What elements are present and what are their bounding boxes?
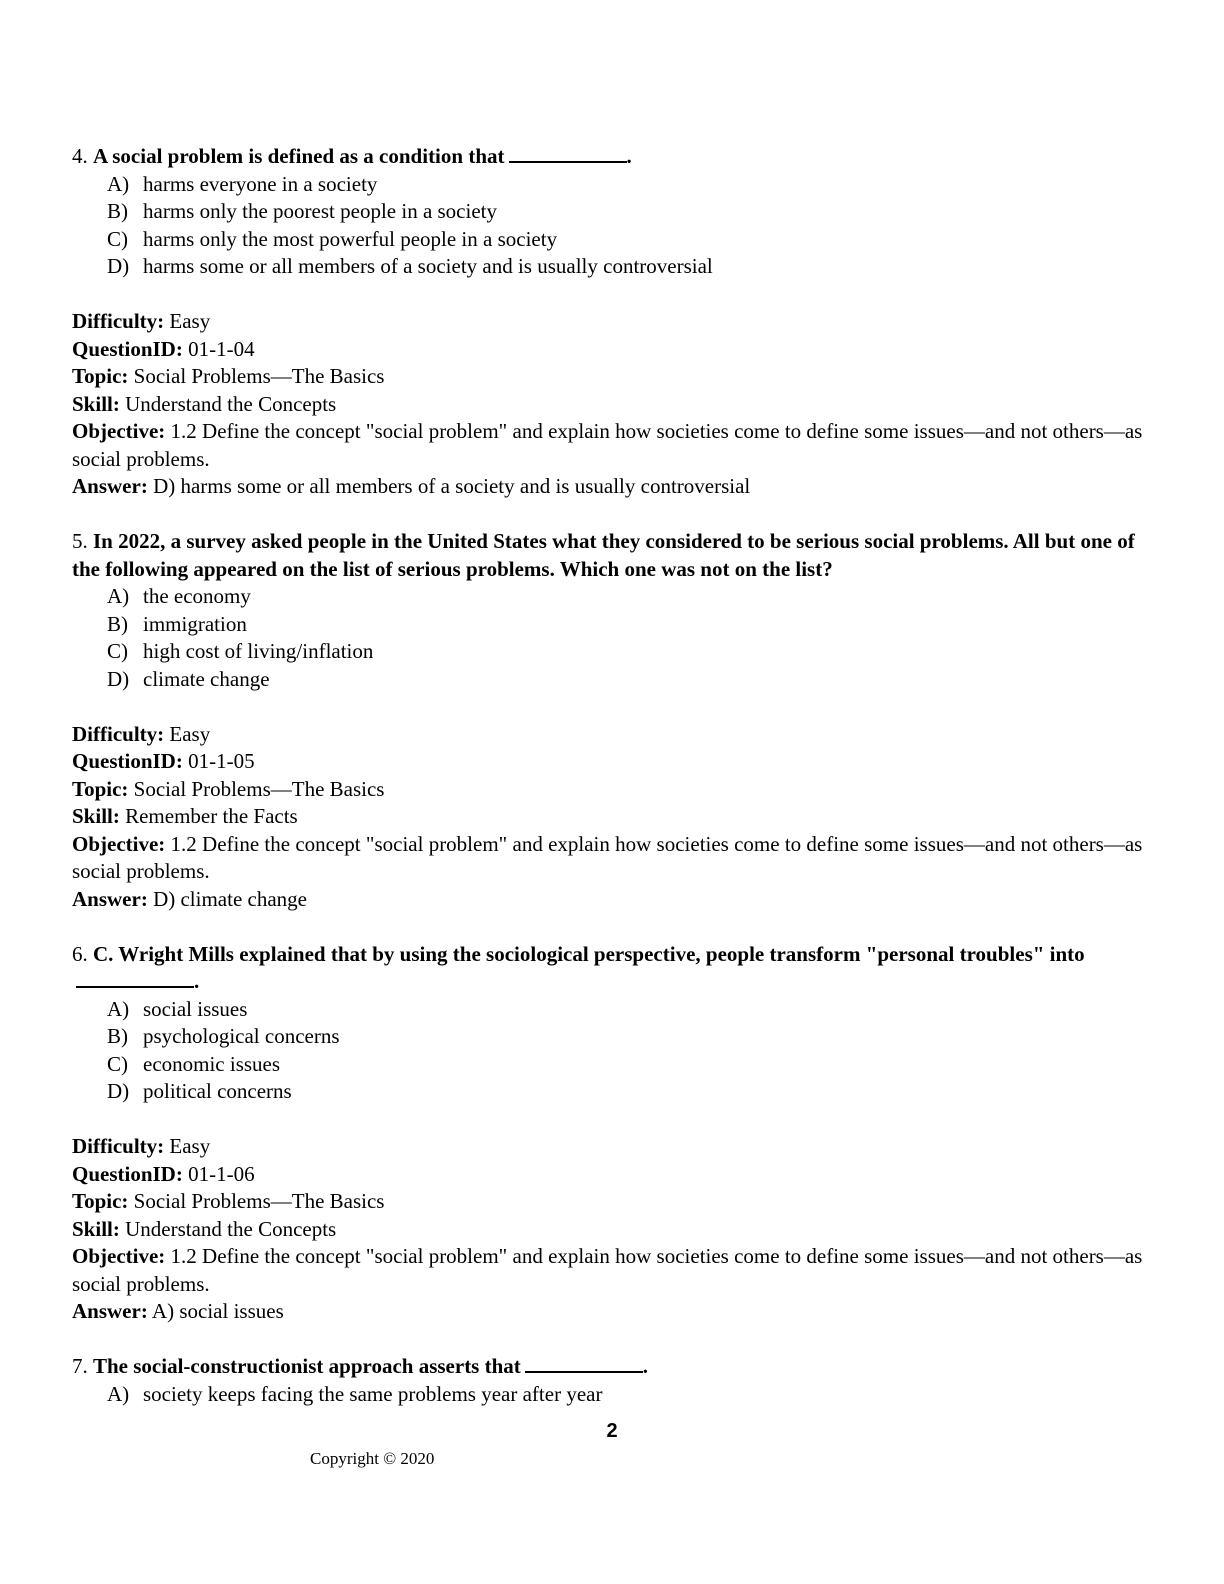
question-number: 7. (72, 1354, 88, 1378)
question-text: The social-constructionist approach asserts that (93, 1354, 521, 1378)
question-number: 4. (72, 144, 88, 168)
skill-label: Skill: (72, 804, 120, 828)
option-letter: A) (107, 1381, 130, 1406)
question-id-label: QuestionID: (72, 749, 183, 773)
option-letter: C) (107, 226, 128, 251)
question-stem (72, 1353, 1152, 1381)
skill-label: Skill: (72, 1216, 120, 1241)
objective-line (72, 831, 1152, 886)
objective-label: Objective: (72, 831, 166, 856)
question-stem (72, 143, 1152, 171)
spacer (72, 1326, 1152, 1354)
stem-suffix: . (194, 969, 200, 993)
topic-value: Social Problems—The Basics (133, 776, 385, 801)
option-text: psychological concerns (143, 1024, 340, 1048)
topic-line (72, 776, 1152, 804)
difficulty-label: Difficulty: (72, 721, 165, 746)
option-item (107, 1078, 1152, 1106)
option-text: harms only the most powerful people in a society (143, 226, 558, 251)
topic-line (72, 1188, 1152, 1216)
option-item (107, 611, 1152, 639)
topic-value: Social Problems—The Basics (133, 364, 385, 388)
option-letter: A) (107, 171, 130, 196)
option-text: harms some or all members of a society and is usually controversial (143, 254, 713, 278)
question-id-line (72, 748, 1152, 776)
option-item (107, 1381, 1152, 1409)
stem-suffix: . (642, 1354, 649, 1378)
option-letter: B) (107, 611, 128, 636)
difficulty-label: Difficulty: (72, 1134, 165, 1158)
skill-label: Skill: (72, 391, 120, 416)
answer-value: D) climate change (153, 886, 307, 911)
question-metadata (72, 721, 1152, 914)
difficulty-value: Easy (169, 1134, 211, 1158)
answer-value: D) harms some or all members of a society and is usually controversial (153, 474, 751, 498)
page-number: 2 (606, 1420, 618, 1442)
option-letter: D) (107, 254, 130, 278)
option-list (72, 996, 1152, 1106)
question-id-value: 01-1-05 (188, 749, 255, 773)
option-item (107, 171, 1152, 199)
option-letter: D) (107, 1079, 130, 1103)
objective-line (72, 1243, 1152, 1298)
question-id-line (72, 1161, 1152, 1189)
option-text: immigration (143, 611, 247, 636)
spacer (72, 913, 1152, 941)
option-text: harms everyone in a society (143, 171, 378, 196)
question-number: 5. (72, 529, 88, 553)
option-letter: C) (107, 639, 128, 663)
question-id-label: QuestionID: (72, 1161, 183, 1186)
question-metadata (72, 308, 1152, 501)
option-letter: A) (107, 996, 130, 1021)
option-item (107, 638, 1152, 666)
objective-label: Objective: (72, 1244, 166, 1268)
option-text: social issues (143, 996, 248, 1021)
skill-line (72, 391, 1152, 419)
copyright-notice: Copyright © 2020 (310, 1449, 435, 1468)
skill-line (72, 1216, 1152, 1244)
option-item (107, 253, 1152, 281)
question-text: In 2022, a survey asked people in the United States what they considered to be serious social problems. All but one of the following appeared on the list of serious problems. Which one was not on the list? (72, 529, 1135, 581)
topic-label: Topic: (72, 364, 129, 388)
option-letter: B) (107, 199, 128, 223)
spacer (72, 501, 1152, 529)
skill-value: Understand the Concepts (125, 391, 337, 416)
option-letter: A) (107, 584, 130, 608)
skill-line (72, 803, 1152, 831)
skill-value: Understand the Concepts (125, 1216, 337, 1241)
question-id-label: QuestionID: (72, 336, 183, 361)
question-id-value: 01-1-04 (188, 336, 255, 361)
answer-label: Answer: (72, 1299, 148, 1323)
question-id-value: 01-1-06 (188, 1161, 255, 1186)
option-text: climate change (143, 666, 270, 691)
difficulty-value: Easy (169, 721, 211, 746)
difficulty-line (72, 308, 1152, 336)
question-6 (72, 941, 1152, 1326)
document-page (72, 143, 1152, 1408)
option-text: the economy (143, 584, 251, 608)
skill-value: Remember the Facts (125, 804, 298, 828)
option-text: harms only the poorest people in a society (143, 199, 497, 223)
answer-blank (509, 143, 627, 163)
option-text: society keeps facing the same problems year after year (143, 1381, 603, 1406)
answer-blank (76, 968, 194, 988)
answer-line (72, 473, 1152, 501)
option-list (72, 583, 1152, 693)
question-metadata (72, 1133, 1152, 1326)
option-item (107, 996, 1152, 1024)
option-item (107, 666, 1152, 694)
stem-suffix: . (626, 144, 632, 168)
option-text: high cost of living/inflation (143, 639, 374, 663)
option-list (72, 171, 1152, 281)
question-id-line (72, 336, 1152, 364)
option-list (72, 1381, 1152, 1409)
option-item (107, 226, 1152, 254)
option-item (107, 1051, 1152, 1079)
topic-label: Topic: (72, 1189, 129, 1213)
option-letter: C) (107, 1051, 128, 1076)
question-stem (72, 941, 1152, 996)
answer-line (72, 886, 1152, 914)
objective-value: 1.2 Define the concept "social problem" and explain how societies come to define some issues—and not others—as social problems. (72, 831, 1143, 883)
option-item (107, 198, 1152, 226)
difficulty-line (72, 721, 1152, 749)
topic-value: Social Problems—The Basics (133, 1189, 385, 1213)
difficulty-value: Easy (169, 309, 211, 333)
answer-label: Answer: (72, 886, 148, 911)
answer-label: Answer: (72, 474, 148, 498)
objective-line (72, 418, 1152, 473)
option-text: economic issues (143, 1051, 281, 1076)
question-number: 6. (72, 941, 88, 966)
question-stem (72, 528, 1152, 583)
topic-line (72, 363, 1152, 391)
option-letter: B) (107, 1024, 128, 1048)
answer-line (72, 1298, 1152, 1326)
option-item (107, 1023, 1152, 1051)
objective-value: 1.2 Define the concept "social problem" and explain how societies come to define some issues—and not others—as social problems. (72, 1244, 1143, 1296)
question-text: A social problem is defined as a condition that (93, 144, 505, 168)
objective-value: 1.2 Define the concept "social problem" and explain how societies come to define some issues—and not others—as social problems. (72, 419, 1143, 471)
option-letter: D) (107, 666, 130, 691)
difficulty-label: Difficulty: (72, 309, 165, 333)
option-text: political concerns (143, 1079, 292, 1103)
difficulty-line (72, 1133, 1152, 1161)
question-7 (72, 1353, 1152, 1408)
objective-label: Objective: (72, 419, 166, 443)
question-5 (72, 528, 1152, 913)
question-4 (72, 143, 1152, 501)
option-item (107, 583, 1152, 611)
answer-blank (525, 1353, 643, 1373)
question-text: C. Wright Mills explained that by using the sociological perspective, people transform "personal troubles" into (93, 941, 1085, 966)
topic-label: Topic: (72, 776, 129, 801)
answer-value: A) social issues (151, 1299, 284, 1323)
